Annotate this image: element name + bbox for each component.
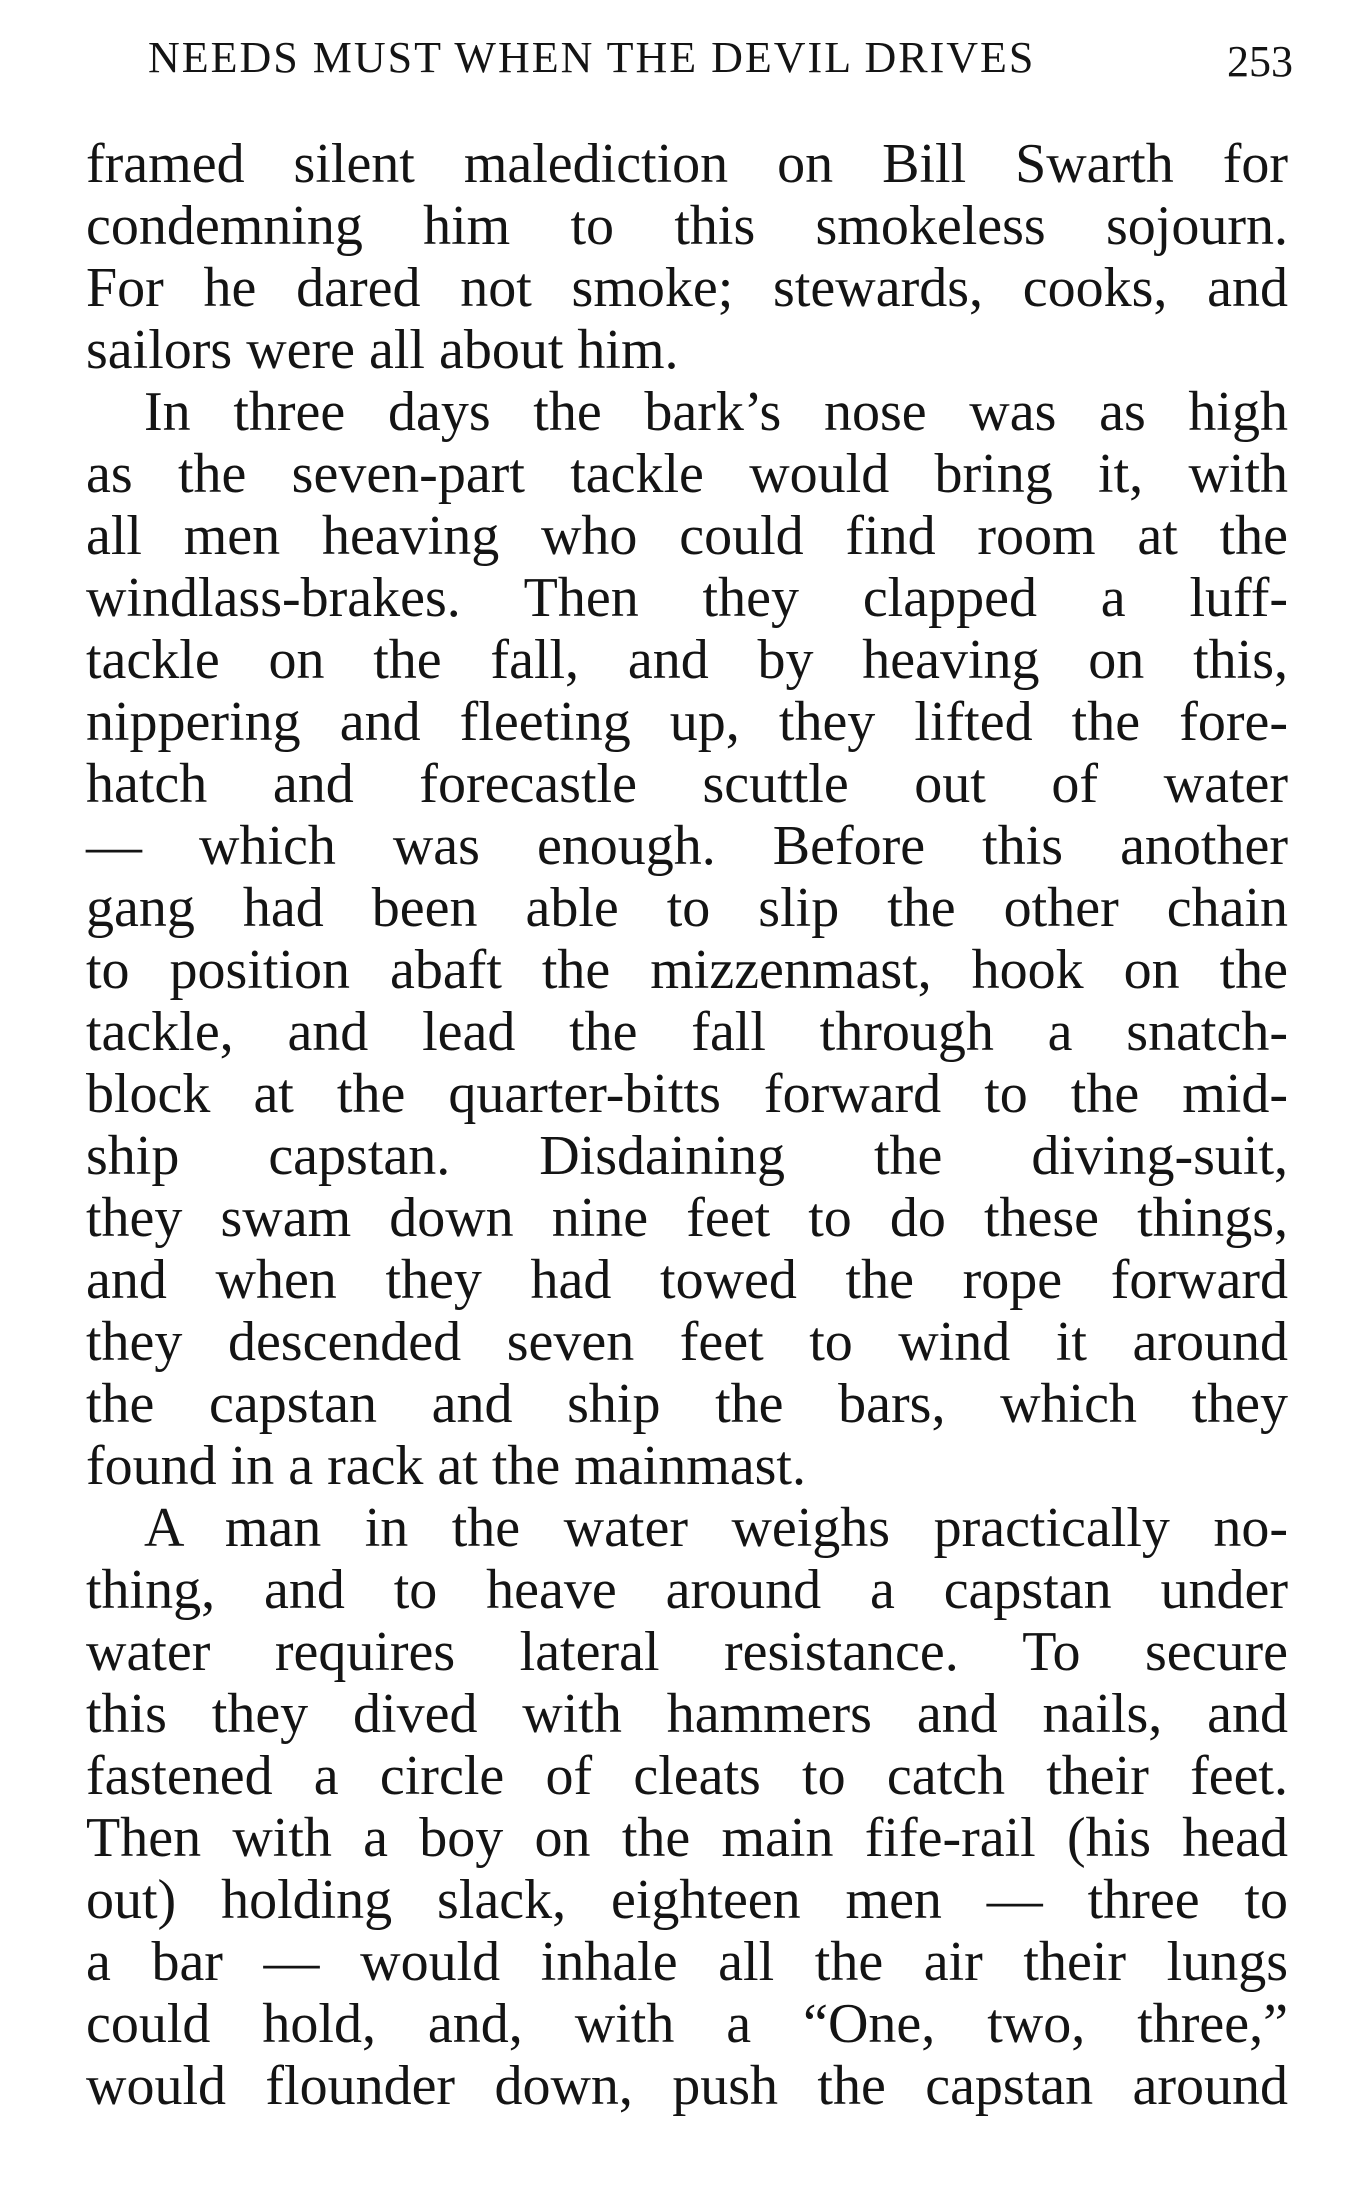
text-line: — which was enough. Before this another bbox=[86, 815, 1288, 877]
text-line: they descended seven feet to wind it around bbox=[86, 1311, 1288, 1373]
text-line: found in a rack at the mainmast. bbox=[86, 1435, 806, 1497]
body-text bbox=[86, 133, 1288, 2117]
running-head-title: NEEDS MUST WHEN THE DEVIL DRIVES bbox=[148, 33, 1036, 82]
text-line: gang had been able to slip the other chain bbox=[86, 877, 1288, 939]
text-line: fastened a circle of cleats to catch their feet. bbox=[86, 1745, 1288, 1807]
running-head bbox=[148, 28, 1293, 88]
text-line: hatch and forecastle scuttle out of water bbox=[86, 753, 1288, 815]
text-line: all men heaving who could find room at the bbox=[86, 505, 1288, 567]
text-line: out) holding slack, eighteen men — three to bbox=[86, 1869, 1288, 1931]
text-line: they swam down nine feet to do these things, bbox=[86, 1187, 1288, 1249]
text-line: a bar — would inhale all the air their lungs bbox=[86, 1931, 1288, 1993]
text-line: In three days the bark’s nose was as high bbox=[144, 381, 1288, 443]
text-line: A man in the water weighs practically no- bbox=[144, 1497, 1288, 1559]
text-line: water requires lateral resistance. To secure bbox=[86, 1621, 1288, 1683]
text-line: block at the quarter-bitts forward to the mid- bbox=[86, 1063, 1288, 1125]
text-line: condemning him to this smokeless sojourn. bbox=[86, 195, 1288, 257]
text-line: nippering and fleeting up, they lifted the fore- bbox=[86, 691, 1288, 753]
text-line: tackle on the fall, and by heaving on this, bbox=[86, 629, 1288, 691]
text-line: to position abaft the mizzenmast, hook on the bbox=[86, 939, 1288, 1001]
text-line: framed silent malediction on Bill Swarth for bbox=[86, 133, 1288, 195]
text-line: sailors were all about him. bbox=[86, 319, 679, 381]
text-line: as the seven-part tackle would bring it, with bbox=[86, 443, 1288, 505]
text-line: would flounder down, push the capstan around bbox=[86, 2055, 1288, 2117]
text-line: ship capstan. Disdaining the diving-suit, bbox=[86, 1125, 1288, 1187]
text-line: For he dared not smoke; stewards, cooks, and bbox=[86, 257, 1288, 319]
text-line: Then with a boy on the main fife-rail (his head bbox=[86, 1807, 1288, 1869]
text-line: thing, and to heave around a capstan under bbox=[86, 1559, 1288, 1621]
text-line: could hold, and, with a “One, two, three,” bbox=[86, 1993, 1288, 2055]
text-line: windlass-brakes. Then they clapped a luff- bbox=[86, 567, 1288, 629]
text-line: this they dived with hammers and nails, and bbox=[86, 1683, 1288, 1745]
text-line: the capstan and ship the bars, which they bbox=[86, 1373, 1288, 1435]
text-line: tackle, and lead the fall through a snatch- bbox=[86, 1001, 1288, 1063]
page-number: 253 bbox=[1227, 37, 1293, 86]
text-line: and when they had towed the rope forward bbox=[86, 1249, 1288, 1311]
